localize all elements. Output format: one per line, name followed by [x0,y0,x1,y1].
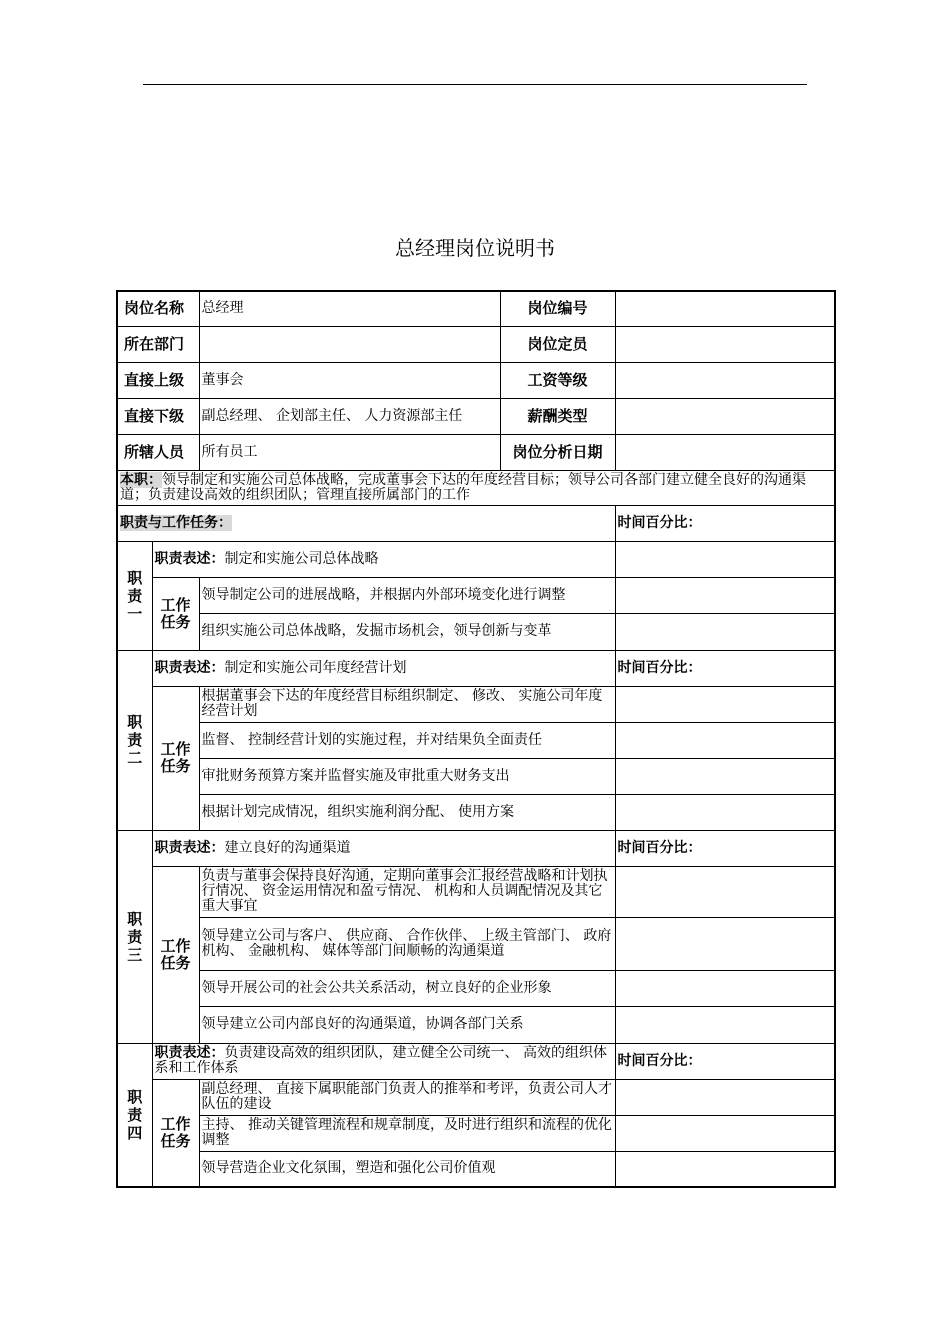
duty-4-name: 职责四 [117,1043,152,1187]
duties-header-time-label: 时间百分比： [615,505,835,541]
duty-3-time-label: 时间百分比： [615,830,835,866]
duty-2-task-4-time [615,794,835,830]
staff-value: 所有员工 [199,434,500,470]
summary-text: 领导制定和实施公司总体战略，完成董事会下达的年度经营目标；领导公司各部门建立健全良好的沟通渠道；负责建设高效的组织团队；管理直接所属部门的工作 [120,471,806,503]
duty-4-task-3: 领导营造企业文化氛围，塑造和强化公司价值观 [199,1151,615,1187]
duty-3-task-3: 领导开展公司的社会公共关系活动，树立良好的企业形象 [199,970,615,1006]
department-value [199,326,500,362]
duty-3-task-1: 负责与董事会保持良好沟通，定期向董事会汇报经营战略和计划执行情况、 资金运用情况和盈亏情况、 机构和人员调配情况及其它重大事宜 [199,866,615,917]
duties-header-label: 职责与工作任务： [117,505,615,541]
duty-3-task-4: 领导建立公司内部良好的沟通渠道，协调各部门关系 [199,1006,615,1043]
duty-1-task-2-time [615,613,835,650]
position-no-value [615,291,835,326]
header-rule [143,84,807,85]
duty-1-time [615,541,835,577]
pay-type-value [615,398,835,434]
duty-2-name: 职责二 [117,650,152,830]
headcount-value [615,326,835,362]
duty-2-task-3-time [615,758,835,794]
duty-3-task-2: 领导建立公司与客户、 供应商、 合作伙伴、 上级主管部门、 政府机构、 金融机构、 媒体等部门间顺畅的沟通渠道 [199,917,615,970]
duty-2-time-label: 时间百分比： [615,650,835,686]
duty-1-name: 职责一 [117,541,152,650]
department-label: 所在部门 [117,326,199,362]
duty-1-task-label: 工作任务 [152,577,199,650]
duty-4-time-label: 时间百分比： [615,1043,835,1079]
duty-2-task-2: 监督、 控制经营计划的实施过程，并对结果负全面责任 [199,722,615,758]
duty-4-task-1: 副总经理、 直接下属职能部门负责人的推举和考评，负责公司人才队伍的建设 [199,1079,615,1115]
duty-2-desc: 职责表述：制定和实施公司年度经营计划 [152,650,615,686]
duty-4-task-label: 工作任务 [152,1079,199,1187]
subordinate-label: 直接下级 [117,398,199,434]
position-no-label: 岗位编号 [500,291,615,326]
summary-label: 本职： [120,471,162,488]
headcount-label: 岗位定员 [500,326,615,362]
duty-3-task-4-time [615,1006,835,1043]
duty-2-task-2-time [615,722,835,758]
document-title: 总经理岗位说明书 [395,236,555,260]
duty-4-task-3-time [615,1151,835,1187]
position-name-label: 岗位名称 [117,291,199,326]
job-summary [117,470,835,505]
superior-value: 董事会 [199,362,500,398]
duty-2-task-3: 审批财务预算方案并监督实施及审批重大财务支出 [199,758,615,794]
position-name-value: 总经理 [199,291,500,326]
duty-4-task-2: 主持、 推动关键管理流程和规章制度，及时进行组织和流程的优化调整 [199,1115,615,1151]
analysis-date-label: 岗位分析日期 [500,434,615,470]
duty-1-task-2: 组织实施公司总体战略，发掘市场机会，领导创新与变革 [199,613,615,650]
pay-grade-label: 工资等级 [500,362,615,398]
duty-3-task-1-time [615,866,835,917]
duty-3-task-3-time [615,970,835,1006]
pay-grade-value [615,362,835,398]
job-description-table [116,290,836,1188]
duty-2-task-label: 工作任务 [152,686,199,830]
duty-1-task-1-time [615,577,835,613]
pay-type-label: 薪酬类型 [500,398,615,434]
duty-3-desc: 职责表述：建立良好的沟通渠道 [152,830,615,866]
duty-3-task-2-time [615,917,835,970]
duty-3-name: 职责三 [117,830,152,1043]
duty-2-task-1: 根据董事会下达的年度经营目标组织制定、 修改、 实施公司年度经营计划 [199,686,615,722]
analysis-date-value [615,434,835,470]
duty-1-desc: 职责表述：制定和实施公司总体战略 [152,541,615,577]
duty-3-task-label: 工作任务 [152,866,199,1043]
staff-label: 所辖人员 [117,434,199,470]
duty-4-desc: 职责表述：负责建设高效的组织团队，建立健全公司统一、 高效的组织体系和工作体系 [152,1043,615,1079]
subordinate-value: 副总经理、 企划部主任、 人力资源部主任 [199,398,500,434]
duty-4-task-1-time [615,1079,835,1115]
superior-label: 直接上级 [117,362,199,398]
duty-2-task-4: 根据计划完成情况，组织实施利润分配、 使用方案 [199,794,615,830]
duty-1-task-1: 领导制定公司的进展战略，并根据内外部环境变化进行调整 [199,577,615,613]
duty-4-task-2-time [615,1115,835,1151]
duty-2-task-1-time [615,686,835,722]
